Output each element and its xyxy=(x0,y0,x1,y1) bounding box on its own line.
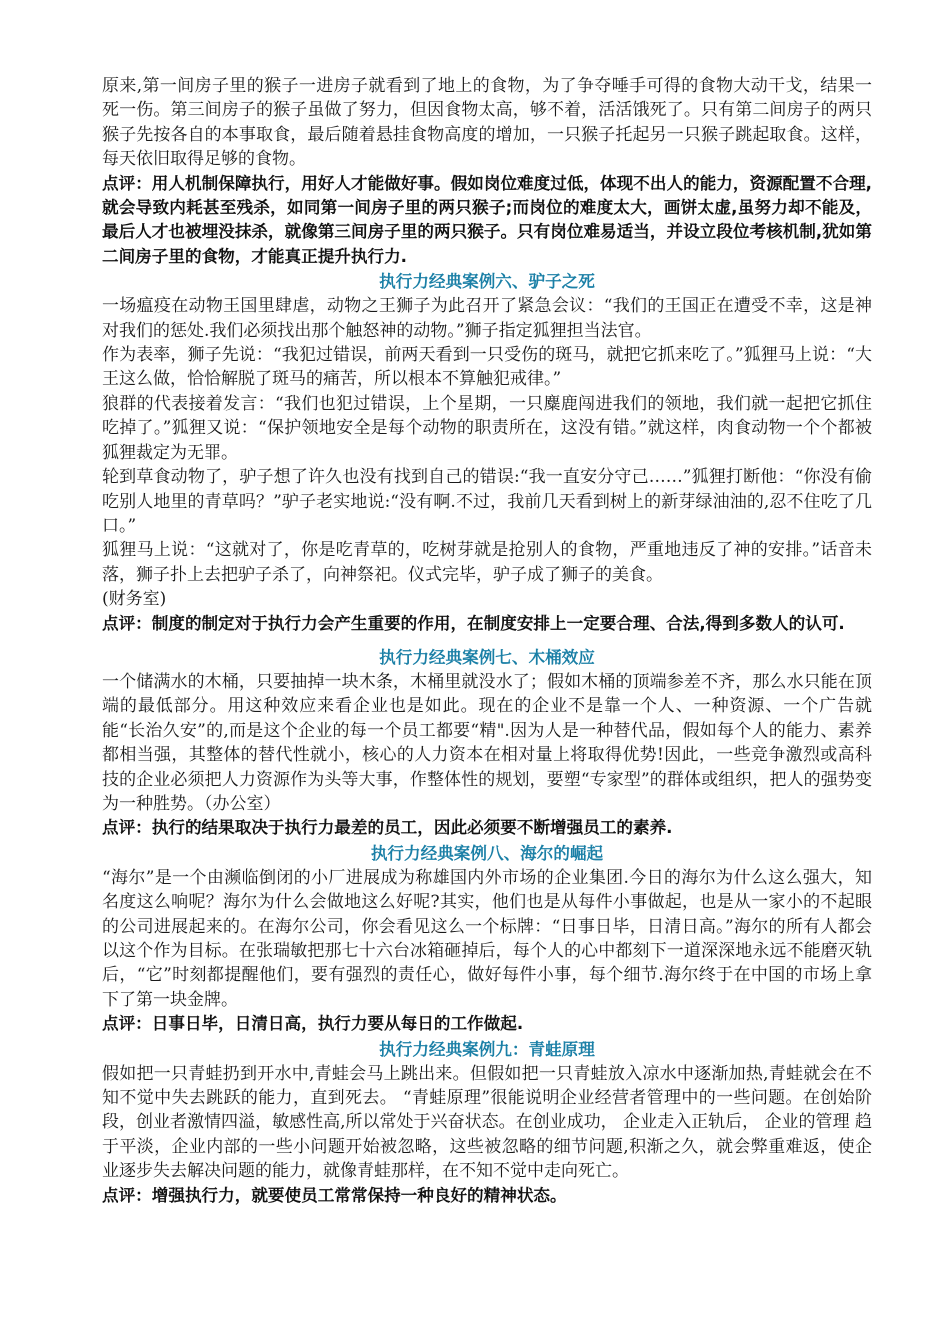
paragraph: 一场瘟疫在动物王国里肆虐，动物之王狮子为此召开了紧急会议：“我们的王国正在遭受不幸，这是神对我们的惩处.我们必须找出那个触怒神的动物。”狮子指定狐狸担当法官。 xyxy=(102,296,872,341)
paragraph: “海尔”是一个由濒临倒闭的小厂进展成为称雄国内外市场的企业集团.今日的海尔为什么这么强大，知名度这么响呢？海尔为什么会做地这么好呢?其实，他们也是从每件小事做起，也是从一家小的不起眼的公司进展起来的。在海尔公司，你会看见这么一个标牌：“日事日毕，日清日高。”海尔的所有人都会以这个作为目标。在张瑞敏把那七十六台冰箱砸掉后，每个人的心中都刻下一道深深地永远不能磨灭轨后，“它”时刻都提醒他们，要有强烈的责任心，做好每件小事，每个细节.海尔终于在中国的市场上拿下了第一块金牌。 xyxy=(102,867,872,1010)
case-title: 执行力经典案例六、驴子之死 xyxy=(379,272,595,292)
case-title: 执行力经典案例八、海尔的崛起 xyxy=(370,843,604,863)
paragraph: 轮到草食动物了，驴子想了许久也没有找到自己的错误:“我一直安分守己……”狐狸打断他：“你没有偷吃别人地里的青草吗？”驴子老实地说:“没有啊.不过，我前几天看到树上的新芽绿油油的,忍不住吃了几口。” xyxy=(102,467,872,536)
paragraph: (财务室) xyxy=(102,589,167,610)
comment: 点评：执行的结果取决于执行力最差的员工，因此必须要不断增强员工的素养. xyxy=(102,818,673,838)
comment: 点评：用人机制保障执行，用好人才能做好事。假如岗位难度过低，体现不出人的能力，资源配置不合理,就会导致内耗甚至残杀，如同第一间房子里的两只猴子;而岗位的难度太大，画饼太虚,虽努力却不能及，最后人才也被埋没抹杀，就像第三间房子里的两只猴子。只有岗位难易适当，并设立段位考核机制,犹如第二间房子里的食物，才能真正提升执行力. xyxy=(102,173,872,266)
paragraph: 狐狸马上说：“这就对了，你是吃青草的，吃树芽就是抢别人的食物，严重地违反了神的安排。”话音未落，狮子扑上去把驴子杀了，向神祭祀。仪式完毕，驴子成了狮子的美食。 xyxy=(102,540,872,585)
paragraph: 一个储满水的木桶，只要抽掉一块木条，木桶里就没水了；假如木桶的顶端参差不齐，那么水只能在顶端的最低部分。用这种效应来看企业也是如此。现在的企业不是靠一个人、一种资源、一个广告就能“长治久安”的,而是这个企业的每一个员工都要“精".因为人是一种替代品，假如每个人的能力、素养都相当强，其整体的替代性就小，核心的人力资本在相对量上将取得优势!因此，一些竞争激烈或高科技的企业必须把人力资源作为头等大事，作整体性的规划，要塑“专家型”的群体或组织，把人的强势变为一种胜势。（办公室） xyxy=(102,671,872,814)
paragraph: 狼群的代表接着发言：“我们也犯过错误，上个星期，一只麋鹿闯进我们的领地，我们就一起把它抓住吃掉了。”狐狸又说：“保护领地安全是每个动物的职责所在，这没有错。”就这样，肉食动物一个个都被狐狸裁定为无罪。 xyxy=(102,393,872,463)
comment: 点评：制度的制定对于执行力会产生重要的作用，在制度安排上一定要合理、合法,得到多数人的认可. xyxy=(102,613,845,633)
paragraph: 假如把一只青蛙扔到开水中,青蛙会马上跳出来。但假如把一只青蛙放入凉水中逐渐加热,青蛙就会在不知不觉中失去跳跃的能力，直到死去。 “青蛙原理”很能说明企业经营者管理中的一些问题。在创始阶段，创业者激情四溢，敏感性高,所以常处于兴奋状态。在创业成功， 企业走入正轨后， 企业的管理 趋于平淡，企业内部的一些小问题开始被忽略，这些被忽略的细节问题,积渐之久，就会弊重难返，使企业逐步失去解决问题的能力，就像青蛙那样，在不知不觉中走向死亡。 xyxy=(102,1063,872,1182)
comment: 点评：日事日毕，日清日高，执行力要从每日的工作做起. xyxy=(102,1014,524,1034)
paragraph: 作为表率，狮子先说：“我犯过错误，前两天看到一只受伤的斑马，就把它抓来吃了。”狐狸马上说：“大王这么做，恰恰解脱了斑马的痛苦，所以根本不算触犯戒律。” xyxy=(102,345,872,390)
paragraph: 原来,第一间房子里的猴子一进房子就看到了地上的食物，为了争夺唾手可得的食物大动干戈，结果一死一伤。第三间房子的猴子虽做了努力，但因食物太高，够不着，活活饿死了。只有第二间房子的两只猴子先按各自的本事取食，最后随着悬挂食物高度的增加，一只猴子托起另一只猴子跳起取食。这样，每天依旧取得足够的食物。 xyxy=(102,76,872,170)
spacer xyxy=(102,636,872,645)
case-title: 执行力经典案例七、木桶效应 xyxy=(379,647,595,667)
case-title: 执行力经典案例九：青蛙原理 xyxy=(379,1039,595,1059)
comment: 点评：增强执行力，就要使员工常常保持一种良好的精神状态。 xyxy=(102,1185,567,1205)
document-page xyxy=(102,74,872,1208)
